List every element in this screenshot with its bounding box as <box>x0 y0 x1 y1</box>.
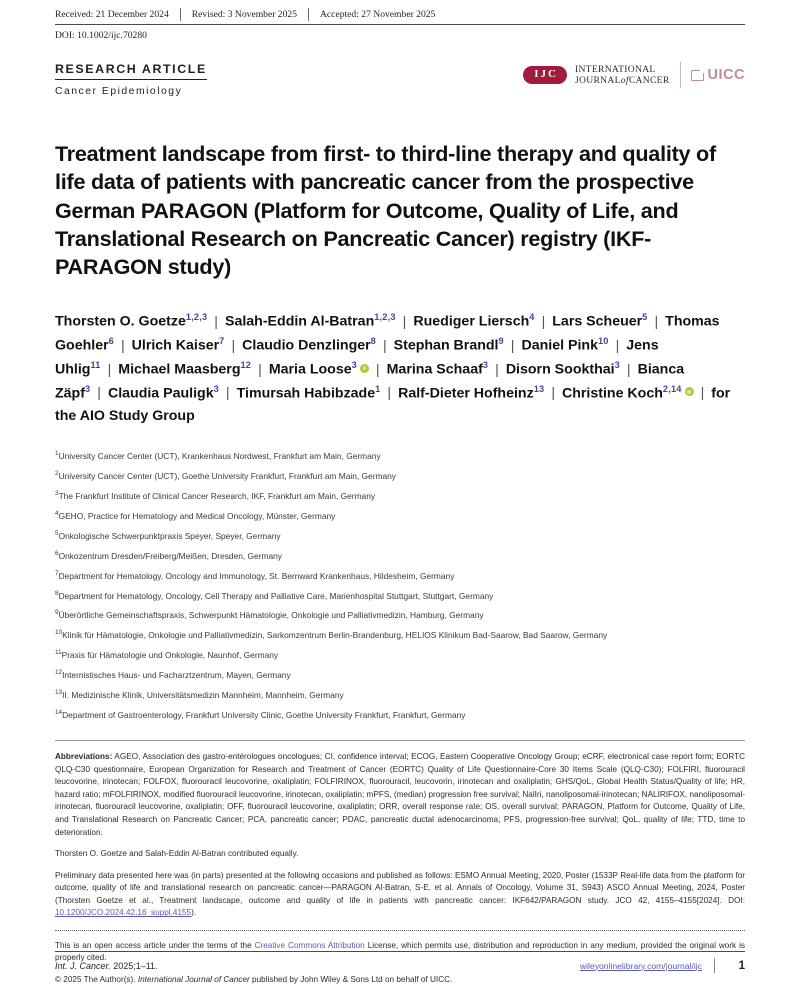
journal-name-line2b: CANCER <box>628 75 670 86</box>
journal-logo <box>523 58 745 88</box>
affiliation-item <box>55 510 745 521</box>
author-affiliation-superscript: 1,2,3 <box>374 312 396 323</box>
author-separator: | <box>375 361 380 378</box>
affiliation-number: 7 <box>55 569 59 577</box>
license-text-start: This is an open access article under the terms of the <box>55 940 255 950</box>
copyright-text-end: published by John Wiley & Sons Ltd on behalf of UICC. <box>249 974 453 984</box>
author-affiliation-superscript: 3 <box>351 359 357 370</box>
date-divider-2 <box>308 8 309 21</box>
article-type-block <box>55 58 207 97</box>
author-name: Thorsten O. Goetze <box>55 314 186 331</box>
author-name: Maria Loose <box>268 361 352 378</box>
author-name: Thomas Goehler <box>55 314 720 354</box>
preliminary-data-note <box>55 870 745 920</box>
author-name: Christine Koch <box>562 385 663 402</box>
affiliation-item <box>55 490 745 501</box>
author-name: Jens Uhlig <box>55 337 659 378</box>
affiliation-item <box>55 649 745 660</box>
journal-url-link[interactable]: wileyonlinelibrary.com/journal/ijc <box>579 960 702 971</box>
uicc-logo <box>691 67 745 83</box>
affiliation-item <box>55 669 745 680</box>
author-name: Claudia Pauligk <box>107 385 214 402</box>
logo-divider <box>680 62 681 88</box>
author-affiliation-superscript: 5 <box>642 312 648 323</box>
affiliation-number: 4 <box>55 510 59 518</box>
notes-divider <box>55 740 745 741</box>
affiliation-list <box>55 450 745 720</box>
author-name: Marina Schaaf <box>386 361 483 378</box>
affiliation-item <box>55 629 745 640</box>
copyright-text-start: © 2025 The Author(s). <box>55 974 138 984</box>
orcid-icon[interactable] <box>360 364 369 373</box>
author-name: Disorn Sookthai <box>505 361 615 378</box>
article-type-label: RESEARCH ARTICLE <box>55 62 207 80</box>
author-separator: | <box>615 337 620 354</box>
affiliation-item <box>55 470 745 481</box>
author-name: Ruediger Liersch <box>413 314 530 331</box>
preliminary-doi-link[interactable]: 10.1200/JCO.2024.42.16_suppl.4155 <box>55 908 192 918</box>
author-list <box>55 310 745 428</box>
abbreviations-note <box>55 751 745 839</box>
article-type-and-logo-row <box>55 58 745 108</box>
accepted-date: Accepted: 27 November 2025 <box>320 9 436 20</box>
abbreviations-label: Abbreviations: <box>55 752 113 762</box>
author-name: Bianca Zäpf <box>55 361 685 402</box>
author-separator: | <box>97 385 101 402</box>
preliminary-data-text: Preliminary data presented here was (in parts) presented at the following occasions and published as follows: ESMO Annual Meeting, 2020, Poster (1533P Real-life data from the platform for outcome, quality of life and translational research on pancreatic cancer—PARAGON Al-Batran, S-E. et al. Annals of Oncology, Volume 31, S943) ASCO Annual Meeting, 2024, Poster (Thorsten Goetze et al., Treatment landscape, outcome and quality of life in patients with pancreatic cancer: IKF642/PARAGON study. JCO 42, 4155–4155[2024]. DOI: <box>55 870 745 905</box>
author-affiliation-superscript: 4 <box>529 312 535 323</box>
author-affiliation-superscript: 12 <box>240 359 252 370</box>
affiliation-text: Klinik für Hämatologie, Onkologie und Palliativmedizin, Sarkomzentrum Berlin-Brandenburg, HELIOS Klinikum Bad-Saarow, Bad Saarow, Germany <box>62 630 608 641</box>
affiliation-item <box>55 450 745 461</box>
journal-name-line2a: JOURNAL <box>574 75 621 86</box>
author-separator: | <box>495 361 499 378</box>
affiliation-item <box>55 709 745 720</box>
affiliation-number: 10 <box>55 629 63 637</box>
author-separator: | <box>654 314 659 331</box>
affiliation-number: 8 <box>55 589 59 597</box>
affiliation-text: Überörtliche Gemeinschaftspraxis, Schwerpunkt Hämatologie, Onkologie und Palliativmedizin, Hamburg, Germany <box>58 610 484 621</box>
affiliation-text: Praxis für Hämatologie und Onkologie, Naunhof, Germany <box>61 650 279 661</box>
affiliation-number: 2 <box>55 470 59 478</box>
page-footer <box>55 951 745 973</box>
orcid-icon[interactable] <box>685 387 694 396</box>
affiliation-item <box>55 590 745 601</box>
author-affiliation-superscript: 11 <box>90 359 101 370</box>
affiliation-text: GEHO, Practice for Hematology and Medical Oncology, Münster, Germany <box>58 510 336 521</box>
affiliation-text: Onkozentrum Dresden/Freiberg/Meißen, Dresden, Germany <box>58 550 282 561</box>
author-separator: | <box>402 314 407 331</box>
affiliation-number: 3 <box>55 490 59 498</box>
author-group-name: for the AIO Study Group <box>55 385 731 425</box>
author-affiliation-superscript: 9 <box>498 336 504 347</box>
footer-vertical-divider <box>714 958 715 973</box>
author-name: Ulrich Kaiser <box>131 337 220 354</box>
author-separator: | <box>231 337 236 354</box>
affiliation-text: Onkologische Schwerpunktpraxis Speyer, Speyer, Germany <box>58 530 281 541</box>
author-separator: | <box>700 385 705 402</box>
affiliation-item <box>55 689 745 700</box>
copyright-note <box>55 974 745 987</box>
license-divider <box>55 930 745 931</box>
author-affiliation-superscript: 7 <box>219 336 225 347</box>
author-name: Claudio Denzlinger <box>242 337 371 354</box>
article-doi: DOI: 10.1002/ijc.70280 <box>55 30 147 41</box>
affiliation-number: 13 <box>55 689 63 697</box>
author-name: Lars Scheuer <box>552 314 643 331</box>
revised-date: Revised: 3 November 2025 <box>191 9 297 20</box>
ijc-badge-icon: IJC <box>523 66 567 84</box>
article-dates-bar <box>55 0 745 25</box>
affiliation-number: 9 <box>55 609 59 617</box>
author-separator: | <box>120 337 125 354</box>
author-name: Daniel Pink <box>521 337 598 354</box>
author-name: Stephan Brandl <box>393 337 499 354</box>
footer-right-block <box>580 958 745 973</box>
page-title: Treatment landscape from first- to third-line therapy and quality of life data of patients with pancreatic cancer from the prospective German PARAGON (Platform for Outcome, Quality of Life, and Translational Research on Pancreatic Cancer) registry (IKF-PARAGON study) <box>55 141 716 280</box>
author-separator: | <box>214 314 218 331</box>
uicc-label: UICC <box>707 67 745 83</box>
author-affiliation-superscript: 3 <box>614 359 620 370</box>
affiliation-text: Department of Gastroenterology, Frankfurt University Clinic, Goethe University Frankfurt, Frankfurt, Germany <box>62 709 466 720</box>
author-name: Michael Maasberg <box>118 361 241 378</box>
affiliation-number: 5 <box>55 529 59 537</box>
affiliation-text: Internistisches Haus- und Facharztzentrum, Mayen, Germany <box>62 669 291 680</box>
uicc-square-icon <box>691 70 704 81</box>
author-affiliation-superscript: 8 <box>370 336 376 347</box>
author-name: Ralf-Dieter Hofheinz <box>398 385 534 402</box>
author-separator: | <box>107 361 112 378</box>
author-separator: | <box>626 361 631 378</box>
author-affiliation-superscript: 2,14 <box>662 383 682 394</box>
author-affiliation-superscript: 13 <box>533 383 545 394</box>
author-name: Timursah Habibzade <box>236 385 376 402</box>
author-separator: | <box>382 337 387 354</box>
author-separator: | <box>225 385 230 402</box>
affiliation-number: 12 <box>55 669 63 677</box>
author-affiliation-superscript: 3 <box>213 383 219 394</box>
affiliation-text: The Frankfurt Institute of Clinical Cancer Research, IKF, Frankfurt am Main, Germany <box>58 490 376 501</box>
received-date: Received: 21 December 2024 <box>55 9 169 20</box>
abbreviations-text: AGEO, Association des gastro-entérologues oncologues; CI, confidence interval; ECOG, Eastern Cooperative Oncology Group; eCRF, electronical case report form; EORTC QLQ-C30 questionnaire, European Organization for Research and Treatment of Cancer (EORTC) Quality of Life Questionnaire-Core 30 Items Scale (QLQ-C30); FOLFIRI, fluorouracil leucovorine, irinotecan; FOLFOX, fluorouracil leucovorine, oxaliplatin; FOLFIRINOX, fluorouracil, leucovorin, irinotecan and oxaliplatin; GHS/QoL, Global Health Status/Quality of life; HR, hazard ratio; mFOLFIRINOX, modified fluorouracil leucovorine, irinotecan, oxaliplatin; mPFS, (median) progression free survival; NalIri, nanoliposomal-irinotecan; NALIRIFOX, nanoliposomal-irinotecan, fluorouracil leucovorine, oxaliplatin; OFF, fluorouracil leucovorine, oxaliplatin; ORR, overall response rate; OS, overall survival; PARAGON, Platform for Outcome, Quality of Life, and Translational Research on Pancreatic Cancer; PCA, pancreatic cancer; PDAC, pancreatic ductal adenocarcinoma; PFS, progression-free survival; QoL, quality of life; TTD, time to deterioration. <box>55 752 745 837</box>
license-text-end: License, which permits use, distribution and reproduction in any medium, provided the original work is properly cited. <box>55 940 746 963</box>
citation-volume: 2025;1–11. <box>110 960 158 971</box>
author-affiliation-superscript: 6 <box>108 336 114 347</box>
author-affiliation-superscript: 1 <box>375 383 381 394</box>
author-separator: | <box>387 385 392 402</box>
affiliation-item <box>55 570 745 581</box>
journal-citation <box>55 961 158 971</box>
article-section-label: Cancer Epidemiology <box>55 86 183 97</box>
copyright-journal-name: International Journal of Cancer <box>137 974 250 984</box>
author-separator: | <box>510 337 515 354</box>
journal-name-line1: INTERNATIONAL <box>574 63 656 75</box>
citation-journal: Int. J. Cancer. <box>55 960 111 971</box>
affiliation-text: II. Medizinische Klinik, Universitätsmedizin Mannheim, Mannheim, Germany <box>62 689 344 700</box>
author-separator: | <box>541 314 546 331</box>
author-affiliation-superscript: 1,2,3 <box>185 312 208 323</box>
affiliation-item <box>55 530 745 541</box>
affiliation-text: University Cancer Center (UCT), Krankenhaus Nordwest, Frankfurt am Main, Germany <box>58 451 381 462</box>
author-separator: | <box>258 361 262 378</box>
author-affiliation-superscript: 3 <box>482 359 489 370</box>
affiliation-text: Department for Hematology, Oncology, Cell Therapy and Palliative Care, Marienhospital Stuttgart, Stuttgart, Germany <box>58 590 494 601</box>
equal-contribution-note: Thorsten O. Goetze and Salah-Eddin Al-Batran contributed equally. <box>55 849 299 859</box>
preliminary-data-text-end: ). <box>191 908 197 918</box>
journal-name-of: of <box>620 75 629 86</box>
author-affiliation-superscript: 3 <box>84 383 91 394</box>
author-name: Salah-Eddin Al-Batran <box>224 314 375 331</box>
affiliation-number: 14 <box>55 708 63 716</box>
affiliation-text: University Cancer Center (UCT), Goethe University Frankfurt, Frankfurt am Main, Germany <box>58 471 396 482</box>
affiliation-number: 1 <box>55 450 59 458</box>
affiliation-text: Department for Hematology, Oncology and Immunology, St. Bernward Krankenhaus, Hildesheim, Germany <box>58 570 455 581</box>
journal-name <box>575 64 670 87</box>
creative-commons-link[interactable]: Creative Commons Attribution <box>254 940 365 950</box>
page-number: 1 <box>738 959 745 972</box>
affiliation-number: 6 <box>55 549 59 557</box>
author-affiliation-superscript: 10 <box>597 336 609 347</box>
affiliation-number: 11 <box>55 649 62 657</box>
footer-content <box>55 952 745 973</box>
date-divider-1 <box>180 8 181 21</box>
author-separator: | <box>551 385 555 402</box>
affiliation-item <box>55 550 745 561</box>
affiliation-item <box>55 609 745 620</box>
